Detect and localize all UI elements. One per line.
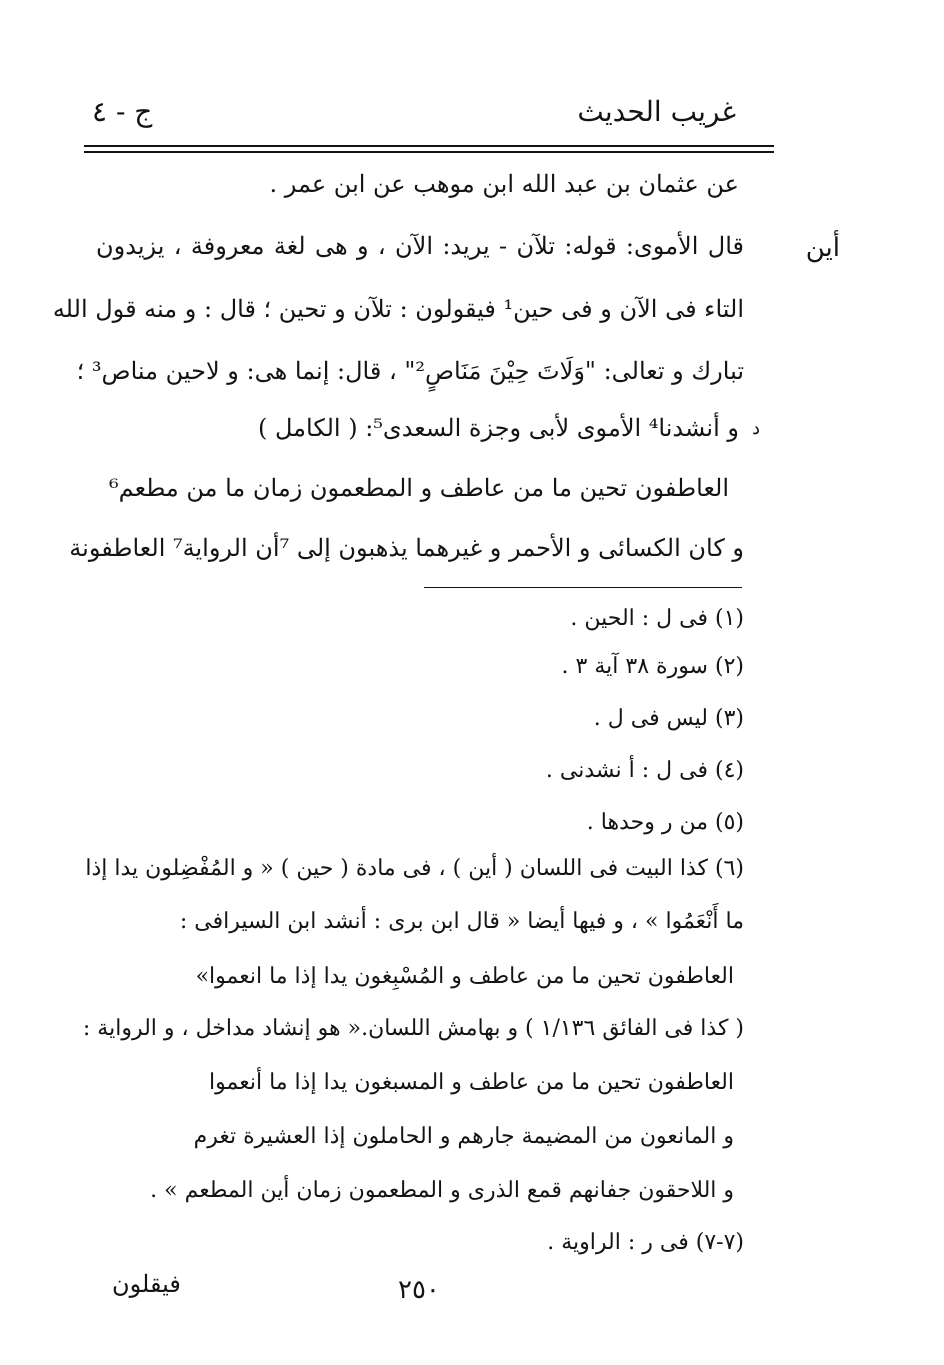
footnote-6-verse: العاطفون تحين ما من عاطف و المُسْبِغون يدا إذا ما انعموا»: [195, 964, 734, 989]
body-line-1: عن عثمان بن عبد الله ابن موهب عن ابن عمر .: [269, 170, 739, 198]
footnote-7: (٧-٧) فى ر : الراوية .: [547, 1230, 744, 1255]
running-header-title: غريب الحديث: [577, 95, 736, 128]
body-line-3: التاء فى الآن و فى حين¹ فيقولون : تلآن و تحين ؛ قال : و منه قول الله: [52, 295, 744, 323]
body-line-2: قال الأموى: قوله: تلآن - يريد: الآن ، و هى لغة معروفة ، يزيدون: [96, 232, 744, 260]
footnote-6: (٦) كذا البيت فى اللسان ( أين ) ، فى مادة ( حين ) « و المُفْضِلون يدا إذا: [85, 856, 744, 881]
body-line-5: و أنشدنا⁴ الأموى لأبى وجزة السعدى⁵: ( الكامل ): [258, 414, 739, 442]
footnote-5: (٥) من ر وحدها .: [586, 810, 744, 835]
verse-line: العاطفون تحين ما من عاطف و المطعمون زمان ما من مطعم⁶: [109, 474, 729, 502]
footnote-6-verse-a: العاطفون تحين ما من عاطف و المسبغون يدا إذا ما أنعموا: [209, 1070, 734, 1095]
footnote-6-note: ( كذا فى الفائق ١/١٣٦ ) و بهامش اللسان.« هو إنشاد مداخل ، و الرواية :: [82, 1016, 744, 1041]
footnote-2: (٢) سورة ٣٨ آية ٣ .: [561, 654, 744, 679]
catchword: فيقلون: [112, 1270, 181, 1298]
body-line-7: و كان الكسائى و الأحمر و غيرهما يذهبون إلى ⁷أن الرواية⁷ العاطفونة: [69, 534, 744, 562]
footnote-6-verse-b: و المانعون من المضيمة جارهم و الحاملون إذا العشيرة تغرم: [193, 1124, 734, 1149]
footnote-3: (٣) ليس فى ل .: [593, 706, 744, 731]
header-rule-bottom: [84, 151, 774, 153]
footnote-6-verse-c: و اللاحقون جفانهم قمع الذرى و المطعمون زمان أين المطعم » .: [150, 1178, 734, 1203]
footnote-6-cont: ما أَنْعَمُوا » ، و فيها أيضا « قال ابن برى : أنشد ابن السيرافى :: [179, 909, 744, 934]
running-header-volume: ج - ٤: [92, 95, 153, 128]
body-line-4: تبارك و تعالى: "وَلَاتَ حِيْنَ مَنَاصٍ²" ، قال: إنما هى: و لاحين مناص³ ؛: [76, 357, 744, 385]
footnote-1: (١) فى ل : الحين .: [570, 606, 744, 631]
footnote-4: (٤) فى ل : أ نشدنى .: [545, 758, 744, 783]
margin-entry-word: أين: [805, 233, 840, 263]
header-rule-top: [84, 145, 774, 147]
page-number: ٢٥٠: [398, 1275, 440, 1305]
footnote-separator: [424, 587, 742, 588]
margin-manuscript-marker: د: [752, 418, 761, 439]
